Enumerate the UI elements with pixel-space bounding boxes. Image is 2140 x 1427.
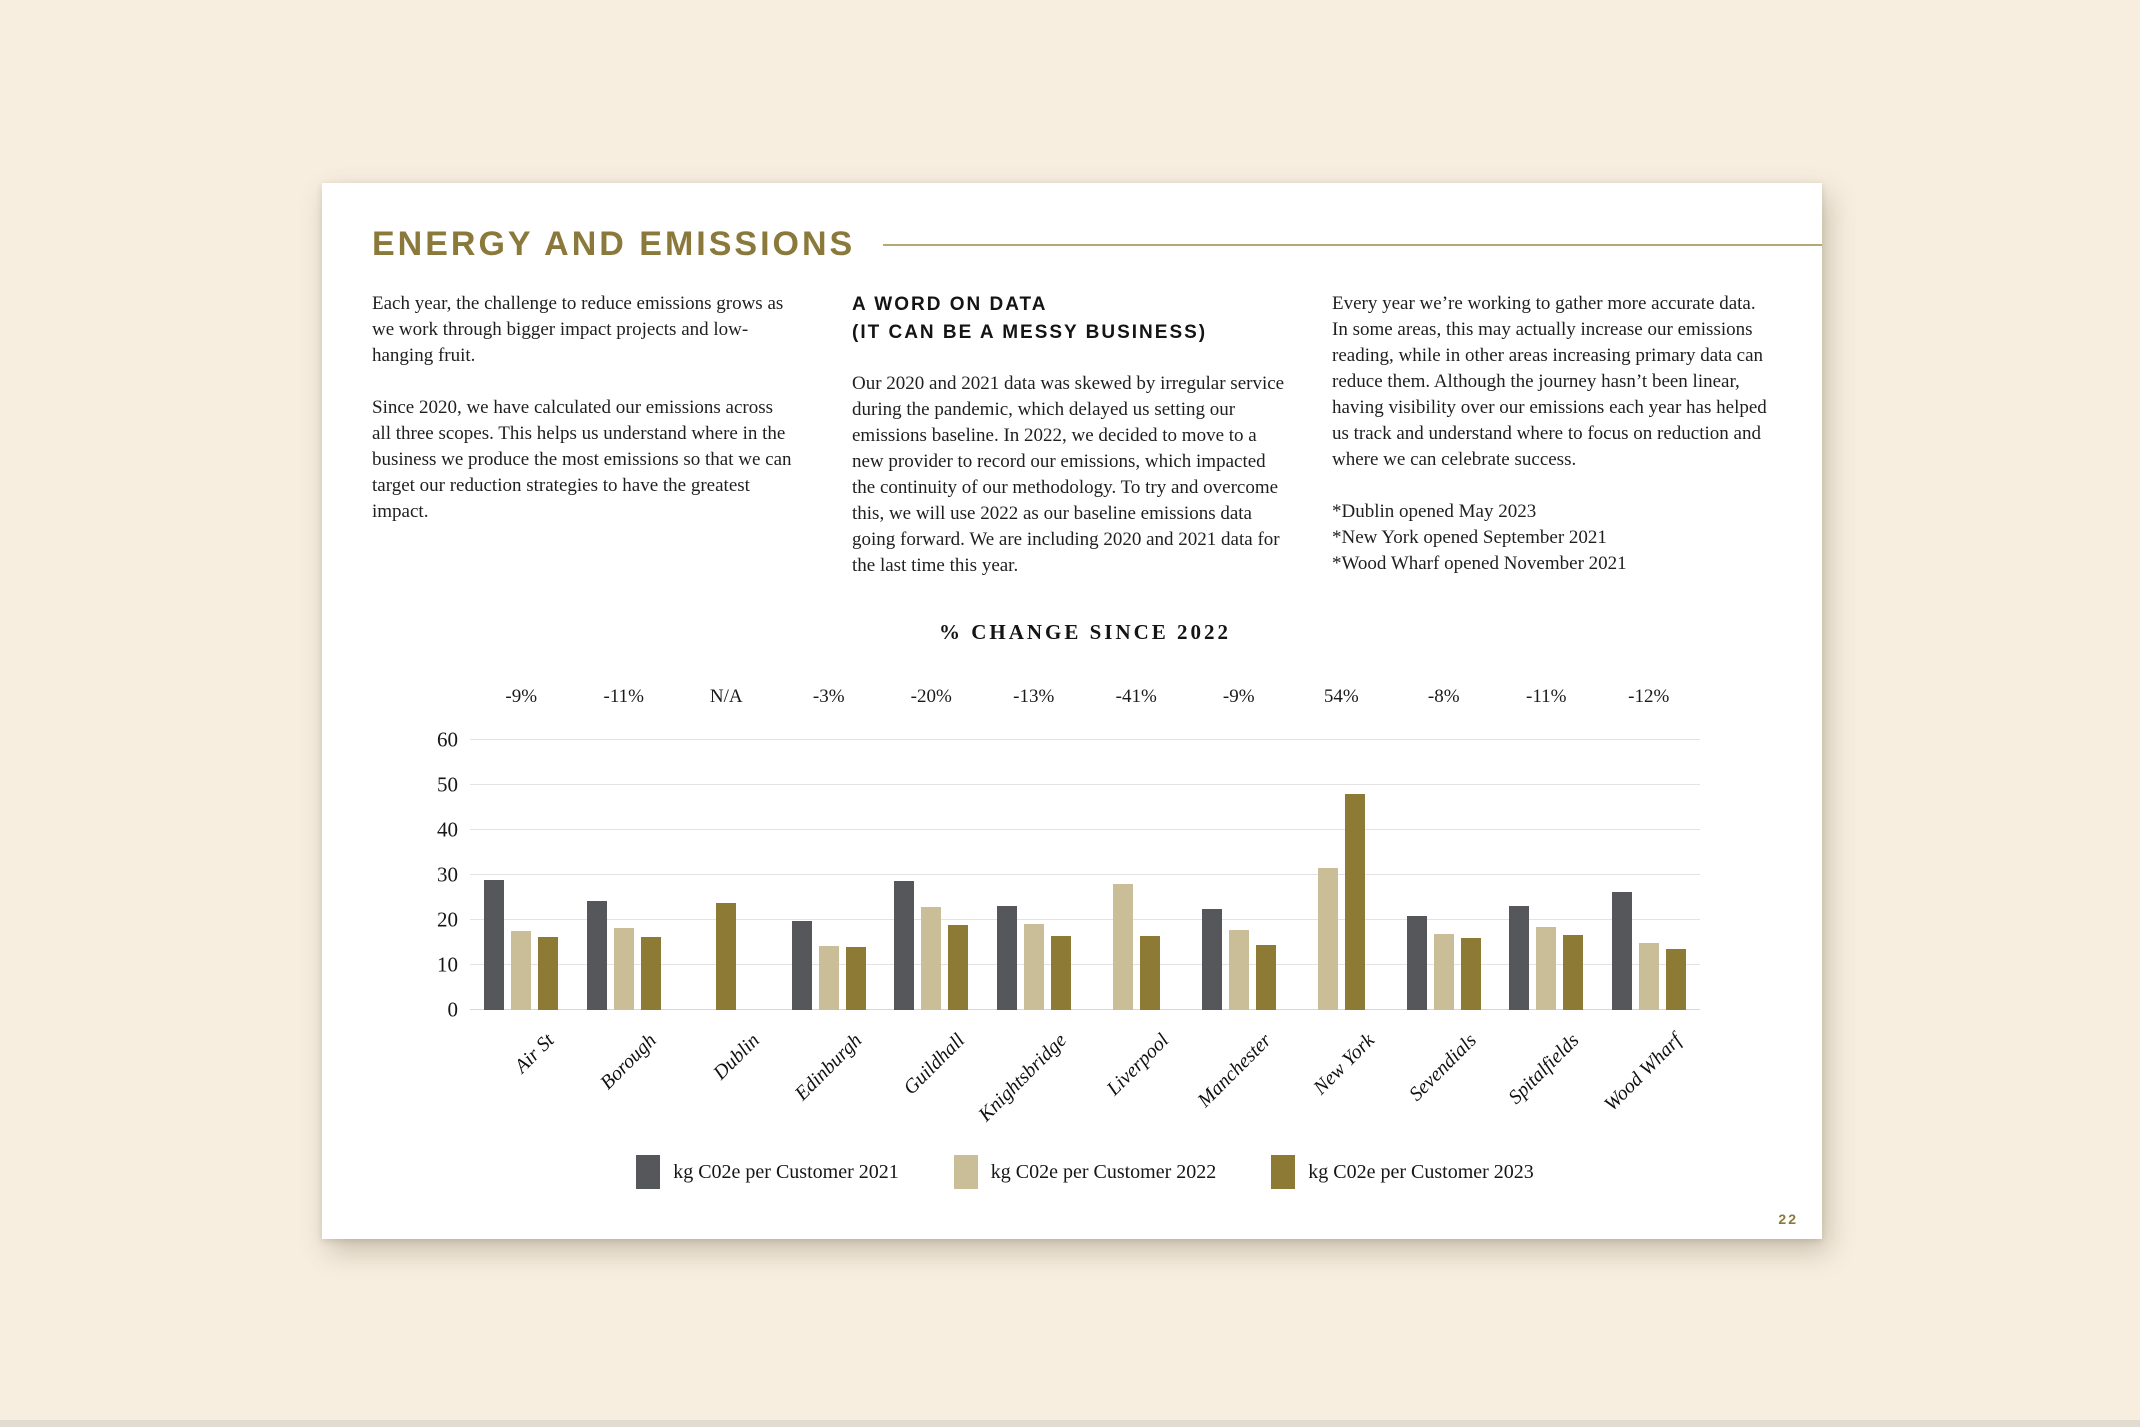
text-column-intro [372, 291, 796, 551]
bar-group-air-st [470, 740, 573, 1010]
bar-guildhall-2021 [894, 881, 914, 1010]
note-wood-wharf: *Wood Wharf opened November 2021 [1332, 553, 1627, 574]
bar-group-new-york [1290, 740, 1393, 1010]
bar-knightsbridge-2021 [997, 906, 1017, 1010]
legend-swatch-2021 [636, 1155, 660, 1189]
chart-title: % CHANGE SINCE 2022 [938, 620, 1232, 644]
bar-edinburgh-2021 [792, 921, 812, 1010]
data-note-heading [852, 291, 1288, 347]
bar-wood-wharf-2022 [1639, 943, 1659, 1010]
x-label-cell-manchester [1188, 1014, 1291, 1139]
legend-label-2022: kg C02e per Customer 2022 [990, 1160, 1217, 1183]
title-rule [883, 244, 1822, 246]
bar-new-york-2022 [1318, 868, 1338, 1010]
data-note-heading-line1: A WORD ON DATA [852, 294, 1048, 315]
y-tick-label-0: 0 [447, 997, 458, 1022]
bar-group-liverpool [1085, 740, 1188, 1010]
bar-guildhall-2022 [921, 907, 941, 1010]
note-new-york: *New York opened September 2021 [1332, 527, 1607, 548]
text-column-data-note [852, 291, 1288, 605]
y-tick-label-10: 10 [437, 952, 458, 977]
bar-spitalfields-2021 [1509, 906, 1529, 1010]
chart-x-axis-labels [470, 1014, 1700, 1139]
bar-group-manchester [1188, 740, 1291, 1010]
bar-spitalfields-2023 [1563, 935, 1583, 1010]
page-title: ENERGY AND EMISSIONS [372, 225, 856, 263]
pct-change-label-edinburgh: -3% [812, 686, 845, 707]
bar-group-sevendials [1393, 740, 1496, 1010]
bar-liverpool-2023 [1140, 936, 1160, 1010]
pct-change-label-knightsbridge: -13% [1013, 686, 1055, 707]
x-axis-label-borough: Borough [596, 1029, 662, 1094]
bar-group-wood-wharf [1598, 740, 1701, 1010]
y-tick-label-50: 50 [437, 772, 458, 797]
bar-wood-wharf-2021 [1612, 892, 1632, 1010]
legend-item-2021 [636, 1155, 899, 1189]
bar-air-st-2022 [511, 931, 531, 1010]
chart-y-axis-labels [378, 727, 458, 1022]
bar-manchester-2023 [1256, 945, 1276, 1010]
intro-paragraph-2: Since 2020, we have calculated our emissions across all three scopes. This helps us understand where in the business we produce the most emissions so that we can target our reduction strategies to have the greatest impact. [372, 397, 792, 522]
x-axis-label-new-york: New York [1309, 1029, 1379, 1100]
pct-change-label-guildhall: -20% [910, 686, 952, 707]
x-axis-label-sevendials: Sevendials [1405, 1029, 1482, 1106]
bar-group-edinburgh [778, 740, 881, 1010]
bar-air-st-2023 [538, 937, 558, 1010]
bar-group-dublin [675, 740, 778, 1010]
text-column-accuracy [1332, 291, 1776, 577]
legend-item-2023 [1271, 1155, 1534, 1189]
x-label-cell-borough [573, 1014, 676, 1139]
chart-pct-change-row [470, 686, 1700, 708]
chart-legend [470, 1155, 1700, 1189]
legend-label-2023: kg C02e per Customer 2023 [1308, 1160, 1534, 1183]
bar-air-st-2021 [484, 880, 504, 1010]
bar-manchester-2021 [1202, 909, 1222, 1010]
pct-change-label-sevendials: -8% [1427, 686, 1460, 707]
x-axis-label-liverpool: Liverpool [1103, 1029, 1174, 1100]
data-note-heading-line2: (IT CAN BE A MESSY BUSINESS) [852, 322, 1208, 343]
bar-group-knightsbridge [983, 740, 1086, 1010]
x-label-cell-dublin [675, 1014, 778, 1139]
legend-swatch-2022 [954, 1155, 978, 1189]
x-label-cell-knightsbridge [974, 1014, 1086, 1139]
page-number: 22 [1778, 1211, 1798, 1227]
data-note-paragraph: Our 2020 and 2021 data was skewed by irregular service during the pandemic, which delayed us setting our emissions baseline. In 2022, we decided to move to a new provider to record our emissions, which impacted the continuity of our methodology. To try and overcome this, we will use 2022 as our baseline emissions data going forward. We are including 2020 and 2021 data for the last time this year. [852, 373, 1285, 576]
x-axis-label-wood-wharf: Wood Wharf [1600, 1029, 1687, 1116]
x-axis-label-air-st: Air St [510, 1029, 559, 1078]
bar-wood-wharf-2023 [1666, 949, 1686, 1010]
bar-liverpool-2022 [1113, 884, 1133, 1010]
section-header [372, 225, 1822, 264]
y-tick-label-40: 40 [437, 817, 458, 842]
x-label-cell-spitalfields [1495, 1014, 1598, 1139]
x-label-cell-edinburgh [778, 1014, 881, 1139]
bar-sevendials-2023 [1461, 938, 1481, 1010]
bar-spitalfields-2022 [1536, 927, 1556, 1010]
y-tick-label-20: 20 [437, 907, 458, 932]
bar-edinburgh-2022 [819, 946, 839, 1010]
x-label-cell-sevendials [1393, 1014, 1496, 1139]
x-axis-label-spitalfields: Spitalfields [1504, 1029, 1584, 1109]
bar-knightsbridge-2023 [1051, 936, 1071, 1010]
report-page [322, 183, 1822, 1239]
bar-group-spitalfields [1495, 740, 1598, 1010]
chart-plot-area [470, 740, 1700, 1010]
pct-change-label-dublin: N/A [709, 686, 743, 707]
legend-label-2021: kg C02e per Customer 2021 [673, 1160, 899, 1183]
bar-knightsbridge-2022 [1024, 924, 1044, 1010]
x-label-cell-wood-wharf [1598, 1014, 1701, 1139]
pct-change-label-manchester: -9% [1222, 686, 1255, 707]
intro-paragraph-1: Each year, the challenge to reduce emissions grows as we work through bigger impact projects and low-hanging fruit. [372, 293, 784, 366]
x-axis-label-knightsbridge: Knightsbridge [974, 1029, 1072, 1126]
x-axis-label-manchester: Manchester [1193, 1029, 1277, 1112]
screenshot-bottom-edge [0, 1420, 2140, 1427]
bar-edinburgh-2023 [846, 947, 866, 1010]
x-axis-label-edinburgh: Edinburgh [790, 1029, 867, 1105]
bar-sevendials-2022 [1434, 934, 1454, 1011]
bar-guildhall-2023 [948, 925, 968, 1011]
pct-change-label-borough: -11% [603, 686, 644, 707]
x-axis-label-guildhall: Guildhall [898, 1029, 969, 1100]
bar-group-borough [573, 740, 676, 1010]
pct-change-label-liverpool: -41% [1115, 686, 1157, 707]
chart-bar-groups [470, 740, 1700, 1010]
note-dublin: *Dublin opened May 2023 [1332, 501, 1537, 522]
bar-sevendials-2021 [1407, 916, 1427, 1010]
site-opening-notes [1332, 499, 1776, 577]
y-tick-label-60: 60 [437, 727, 458, 752]
bar-borough-2022 [614, 928, 634, 1010]
pct-change-label-wood-wharf: -12% [1628, 686, 1670, 707]
pct-change-label-air-st: -9% [505, 686, 538, 707]
pct-change-label-new-york: 54% [1323, 686, 1359, 707]
x-label-cell-new-york [1290, 1014, 1393, 1139]
accuracy-paragraph: Every year we’re working to gather more accurate data. In some areas, this may actually increase our emissions reading, while in other areas increasing primary data can reduce them. Although the journey hasn’t been linear, having visibility over our emissions each year has helped us track and understand where to focus on reduction and where we can celebrate success. [1332, 293, 1767, 470]
x-label-cell-guildhall [880, 1014, 983, 1139]
bar-borough-2023 [641, 937, 661, 1010]
x-axis-label-dublin: Dublin [708, 1029, 764, 1085]
bar-borough-2021 [587, 901, 607, 1010]
x-label-cell-air-st [470, 1014, 573, 1139]
bar-group-guildhall [880, 740, 983, 1010]
legend-swatch-2023 [1271, 1155, 1295, 1189]
x-label-cell-liverpool [1085, 1014, 1188, 1139]
legend-item-2022 [954, 1155, 1217, 1189]
bar-new-york-2023 [1345, 794, 1365, 1010]
y-tick-label-30: 30 [437, 862, 458, 887]
pct-change-label-spitalfields: -11% [1526, 686, 1567, 707]
bar-manchester-2022 [1229, 930, 1249, 1010]
bar-dublin-2023 [716, 903, 736, 1010]
